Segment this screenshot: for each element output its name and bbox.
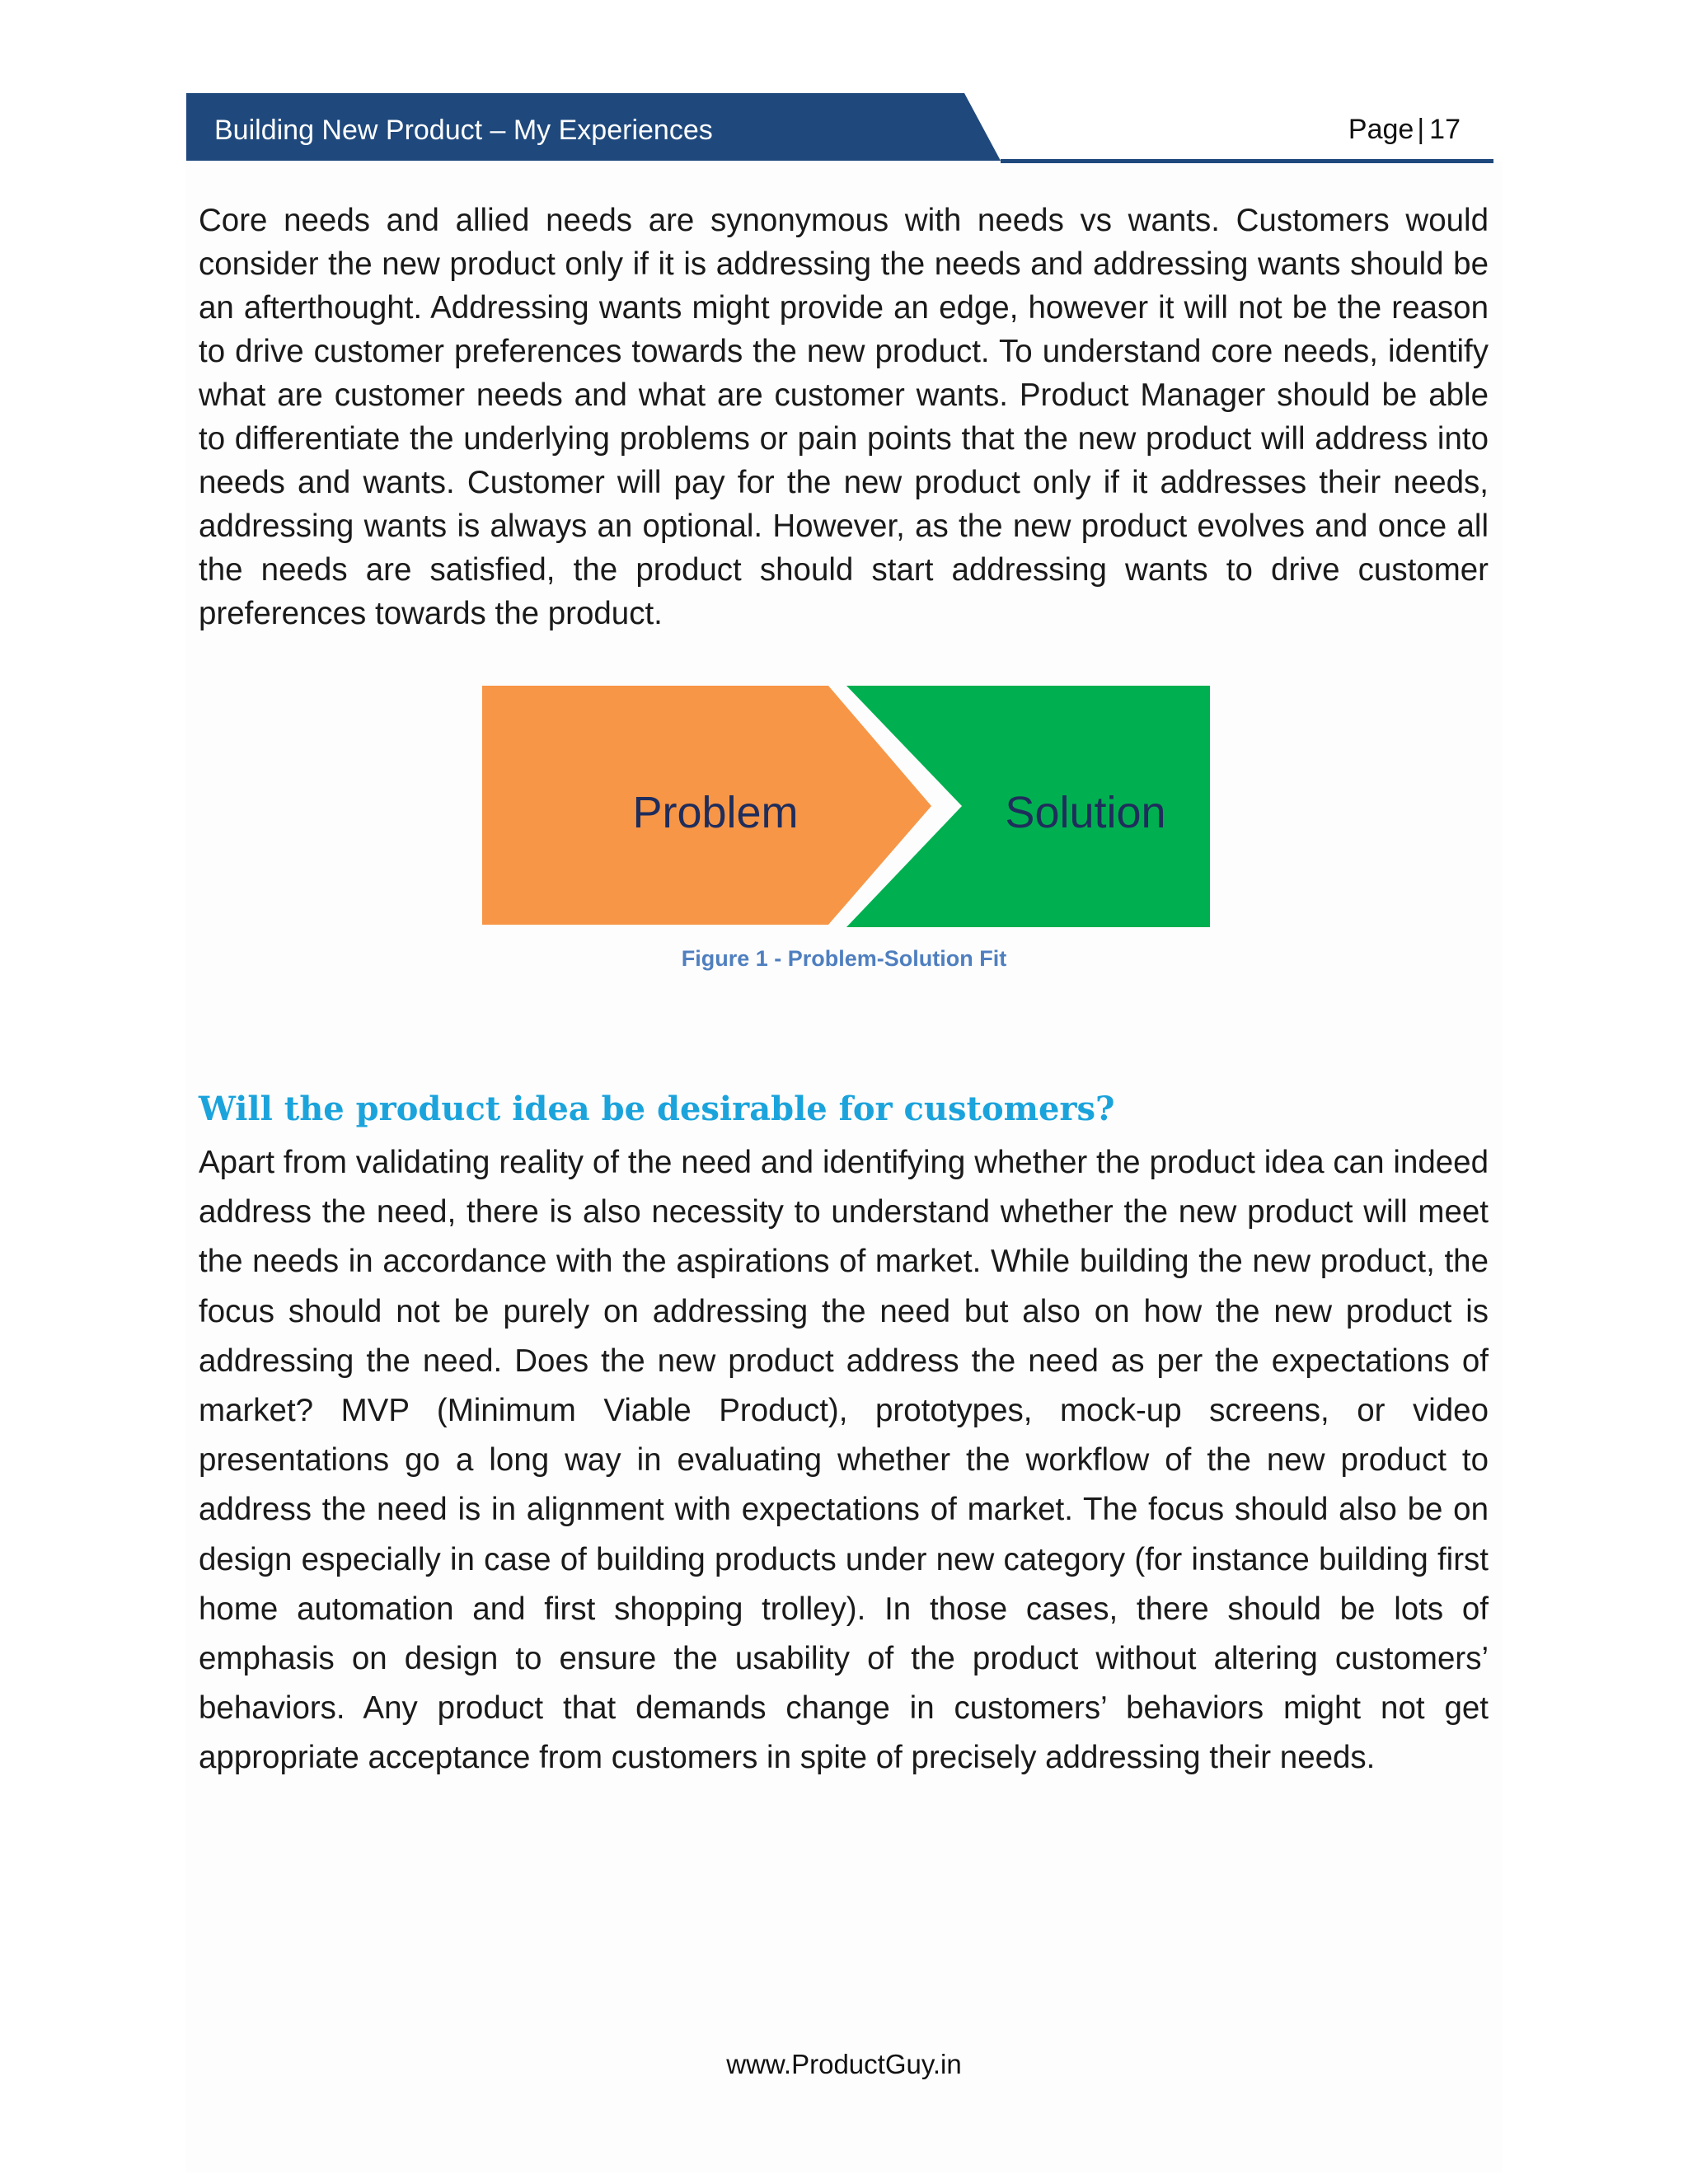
document-title: Building New Product – My Experiences	[214, 115, 713, 146]
body-paragraph-2: Apart from validating reality of the need and identifying whether the product idea can indeed address the need, there is also necessity to understand whether the new product will meet the needs in accordance with the aspirations of market. While building the new product, the focus should not be purely on addressing the need but also on how the new product is addressing the need. Does the new product address the need as per the expectations of market? MVP (Minimum Viable Product), prototypes, mock-up screens, or video presentations go a long way in evaluating whether the workflow of the new product to address the need is in alignment with expectations of market. The focus should also be on design especially in case of building products under new category (for instance building first home automation and first shopping trolley). In those cases, there should be lots of emphasis on design to ensure the usability of the product without altering customers’ behaviors. Any product that demands change in customers’ behaviors might not get appropriate acceptance from customers in spite of precisely addressing their needs.	[199, 1145, 1489, 1776]
page-label: Page	[1348, 114, 1414, 145]
page-separator: |	[1417, 114, 1425, 145]
section-heading: Will the product idea be desirable for customers?	[199, 1090, 1115, 1128]
footer-website: www.ProductGuy.in	[726, 2049, 962, 2079]
problem-solution-figure	[482, 686, 1212, 927]
page-number: 17	[1429, 114, 1461, 145]
page-number-label	[1348, 113, 1461, 146]
page-header	[186, 93, 1493, 167]
figure-caption: Figure 1 - Problem-Solution Fit	[681, 946, 1007, 971]
problem-label: Problem	[632, 788, 799, 837]
solution-label: Solution	[1005, 788, 1166, 837]
body-paragraph-1: Core needs and allied needs are synonymous with needs vs wants. Customers would consider the new product only if it is addressing the needs and addressing wants should be an afterthought. Addressing wants might provide an edge, however it will not be the reason to drive customer preferences towards the new product. To understand core needs, identify what are customer needs and what are customer wants. Product Manager should be able to differentiate the underlying problems or pain points that the new product will address into needs and wants. Customer will pay for the new product only if it addresses their needs, addressing wants is always an optional. However, as the new product evolves and once all the needs are satisfied, the product should start addressing wants to drive customer preferences towards the product.	[199, 203, 1489, 631]
